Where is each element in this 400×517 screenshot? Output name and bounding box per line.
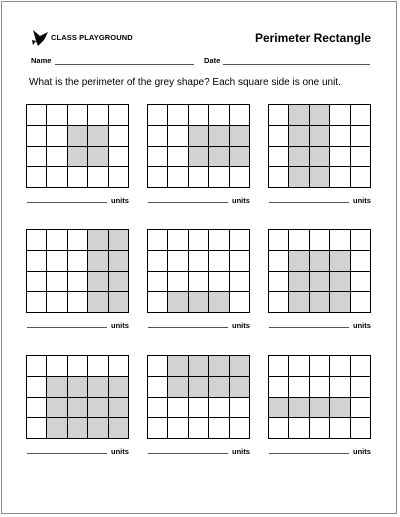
grid-cell-shaded — [87, 250, 108, 272]
grid-cell-shaded — [229, 125, 250, 147]
class-playground-logo-icon — [31, 29, 49, 47]
grid-cell — [309, 376, 330, 398]
grid-cell — [87, 104, 108, 126]
grid-cell — [67, 291, 88, 313]
shape-grid-4 — [26, 229, 128, 312]
grid-cell-shaded — [87, 271, 108, 293]
grid-cell — [26, 104, 47, 126]
grid-cell — [268, 355, 289, 377]
grid-cell-shaded — [108, 417, 129, 439]
grid-cell — [67, 355, 88, 377]
grid-cell — [26, 376, 47, 398]
shape-grid-5 — [147, 229, 249, 312]
grid-cell-shaded — [229, 355, 250, 377]
grid-cell — [26, 271, 47, 293]
grid-cell — [229, 229, 250, 251]
page-title: Perimeter Rectangle — [254, 31, 371, 45]
grid-cell — [67, 250, 88, 272]
grid-cell-shaded — [309, 104, 330, 126]
grid-cell-shaded — [208, 376, 229, 398]
grid-cell — [26, 146, 47, 168]
grid-cell — [350, 376, 371, 398]
grid-cell-shaded — [288, 104, 309, 126]
grid-cell — [147, 146, 168, 168]
grid-cell — [288, 355, 309, 377]
grid-cell — [350, 417, 371, 439]
grid-cell — [147, 376, 168, 398]
answer-field-4[interactable] — [27, 327, 107, 328]
grid-cell — [208, 229, 229, 251]
grid-cell-shaded — [288, 250, 309, 272]
grid-cell — [26, 166, 47, 188]
shape-grid-9 — [268, 355, 370, 438]
date-field[interactable] — [223, 64, 370, 65]
grid-cell — [167, 166, 188, 188]
grid-cell — [147, 397, 168, 419]
grid-cell — [208, 166, 229, 188]
grid-cell-shaded — [188, 376, 209, 398]
grid-cell — [188, 250, 209, 272]
grid-cell-shaded — [108, 397, 129, 419]
grid-cell — [46, 250, 67, 272]
grid-cell — [350, 397, 371, 419]
grid-cell — [67, 229, 88, 251]
grid-cell — [108, 125, 129, 147]
grid-cell-shaded — [87, 417, 108, 439]
grid-cell — [167, 125, 188, 147]
grid-cell-shaded — [67, 397, 88, 419]
shape-grid-8 — [147, 355, 249, 438]
grid-cell — [147, 166, 168, 188]
grid-cell — [229, 417, 250, 439]
shape-grid-3 — [268, 104, 370, 187]
shape-grid-2 — [147, 104, 249, 187]
grid-cell-shaded — [288, 397, 309, 419]
grid-cell — [350, 250, 371, 272]
grid-cell-shaded — [108, 291, 129, 313]
grid-cell — [208, 397, 229, 419]
grid-cell — [147, 229, 168, 251]
grid-cell — [188, 166, 209, 188]
grid-cell-shaded — [329, 291, 350, 313]
grid-cell — [268, 417, 289, 439]
grid-cell — [329, 417, 350, 439]
grid-cell — [46, 146, 67, 168]
grid-cell — [268, 271, 289, 293]
grid-cell — [350, 355, 371, 377]
units-label: units — [353, 321, 371, 330]
grid-cell-shaded — [87, 397, 108, 419]
grid-cell — [329, 125, 350, 147]
shape-grid-6 — [268, 229, 370, 312]
grid-cell — [208, 250, 229, 272]
units-label: units — [111, 447, 129, 456]
grid-cell — [167, 146, 188, 168]
grid-cell-shaded — [167, 376, 188, 398]
grid-cell — [188, 271, 209, 293]
grid-cell — [147, 104, 168, 126]
grid-cell-shaded — [87, 229, 108, 251]
grid-cell — [167, 271, 188, 293]
grid-cell-shaded — [67, 417, 88, 439]
grid-cell — [167, 104, 188, 126]
units-label: units — [353, 447, 371, 456]
grid-cell — [26, 291, 47, 313]
grid-cell — [46, 104, 67, 126]
grid-cell — [268, 104, 289, 126]
grid-cell — [350, 166, 371, 188]
grid-cell-shaded — [309, 166, 330, 188]
grid-cell — [147, 250, 168, 272]
grid-cell-shaded — [108, 376, 129, 398]
grid-cell — [229, 291, 250, 313]
grid-cell-shaded — [67, 376, 88, 398]
grid-cell — [167, 397, 188, 419]
grid-cell-shaded — [288, 166, 309, 188]
grid-cell — [329, 376, 350, 398]
grid-cell-shaded — [309, 271, 330, 293]
grid-cell — [268, 166, 289, 188]
grid-cell-shaded — [46, 397, 67, 419]
grid-cell — [309, 229, 330, 251]
grid-cell — [108, 355, 129, 377]
grid-cell-shaded — [167, 291, 188, 313]
grid-cell — [268, 250, 289, 272]
grid-cell — [350, 146, 371, 168]
grid-cell — [268, 125, 289, 147]
grid-cell-shaded — [167, 355, 188, 377]
answer-field-9[interactable] — [269, 453, 349, 454]
grid-cell — [350, 291, 371, 313]
grid-cell — [108, 166, 129, 188]
grid-cell-shaded — [87, 376, 108, 398]
grid-cell — [46, 125, 67, 147]
grid-cell — [329, 229, 350, 251]
grid-cell — [167, 417, 188, 439]
grid-cell — [268, 146, 289, 168]
shape-grid-1 — [26, 104, 128, 187]
grid-cell — [309, 417, 330, 439]
grid-cell-shaded — [309, 291, 330, 313]
grid-cell — [188, 397, 209, 419]
grid-cell — [108, 146, 129, 168]
grid-cell-shaded — [87, 146, 108, 168]
grid-cell — [188, 417, 209, 439]
answer-field-3[interactable] — [269, 202, 349, 203]
answer-field-2[interactable] — [148, 202, 228, 203]
grid-cell-shaded — [229, 376, 250, 398]
units-label: units — [232, 321, 250, 330]
grid-cell — [67, 271, 88, 293]
units-label: units — [232, 447, 250, 456]
grid-cell-shaded — [268, 397, 289, 419]
grid-cell — [229, 397, 250, 419]
grid-cell-shaded — [309, 146, 330, 168]
grid-cell — [229, 166, 250, 188]
answer-field-7[interactable] — [27, 453, 107, 454]
grid-cell — [26, 125, 47, 147]
grid-cell-shaded — [329, 250, 350, 272]
units-label: units — [232, 196, 250, 205]
grid-cell-shaded — [208, 355, 229, 377]
grid-cell — [350, 229, 371, 251]
logo-text: CLASS PLAYGROUND — [51, 33, 133, 42]
grid-cell — [208, 271, 229, 293]
grid-cell — [26, 250, 47, 272]
grid-cell-shaded — [329, 271, 350, 293]
grid-cell-shaded — [188, 146, 209, 168]
grid-cell — [329, 146, 350, 168]
grid-cell — [309, 355, 330, 377]
grid-cell-shaded — [288, 146, 309, 168]
units-label: units — [353, 196, 371, 205]
units-label: units — [111, 196, 129, 205]
grid-cell-shaded — [329, 397, 350, 419]
grid-cell — [329, 355, 350, 377]
grid-cell — [26, 397, 47, 419]
grid-cell — [350, 104, 371, 126]
grid-cell-shaded — [87, 125, 108, 147]
grid-cell — [26, 417, 47, 439]
answer-field-1[interactable] — [27, 202, 107, 203]
grid-cell — [87, 355, 108, 377]
grid-cell — [188, 229, 209, 251]
date-label: Date — [204, 56, 221, 65]
grid-cell — [147, 355, 168, 377]
grid-cell — [147, 271, 168, 293]
answer-field-5[interactable] — [148, 327, 228, 328]
grid-cell — [268, 229, 289, 251]
grid-cell — [87, 166, 108, 188]
grid-cell — [67, 104, 88, 126]
grid-cell — [268, 291, 289, 313]
grid-cell — [46, 291, 67, 313]
name-label: Name — [31, 56, 52, 65]
grid-cell — [229, 104, 250, 126]
grid-cell — [67, 166, 88, 188]
grid-cell-shaded — [309, 397, 330, 419]
shape-grid-7 — [26, 355, 128, 438]
question-text: What is the perimeter of the grey shape? Each square side is one unit. — [29, 77, 341, 88]
grid-cell-shaded — [188, 355, 209, 377]
grid-cell-shaded — [108, 250, 129, 272]
name-field[interactable] — [55, 64, 194, 65]
grid-cell — [46, 166, 67, 188]
grid-cell-shaded — [108, 229, 129, 251]
grid-cell — [268, 376, 289, 398]
grid-cell — [208, 104, 229, 126]
grid-cell-shaded — [67, 146, 88, 168]
grid-cell — [167, 229, 188, 251]
grid-cell-shaded — [229, 146, 250, 168]
grid-cell — [350, 125, 371, 147]
grid-cell — [350, 271, 371, 293]
grid-cell — [147, 417, 168, 439]
grid-cell — [147, 125, 168, 147]
grid-cell — [46, 271, 67, 293]
grid-cell — [167, 250, 188, 272]
grid-cell-shaded — [67, 125, 88, 147]
grid-cell — [288, 376, 309, 398]
answer-field-6[interactable] — [269, 327, 349, 328]
grid-cell-shaded — [108, 271, 129, 293]
grid-cell — [329, 104, 350, 126]
grid-cell — [288, 417, 309, 439]
grid-cell-shaded — [288, 125, 309, 147]
grid-cell-shaded — [87, 291, 108, 313]
grid-cell-shaded — [208, 146, 229, 168]
grid-cell-shaded — [208, 291, 229, 313]
grid-cell — [188, 104, 209, 126]
grid-cell — [46, 229, 67, 251]
grid-cell — [229, 271, 250, 293]
grid-cell — [26, 229, 47, 251]
grid-cell — [26, 355, 47, 377]
grid-cell — [208, 417, 229, 439]
grid-cell-shaded — [309, 250, 330, 272]
grid-cell — [46, 355, 67, 377]
grid-cell-shaded — [309, 125, 330, 147]
grid-cell — [329, 166, 350, 188]
grid-cell-shaded — [46, 376, 67, 398]
grid-cell-shaded — [288, 271, 309, 293]
grid-cell-shaded — [188, 291, 209, 313]
grid-cell — [108, 104, 129, 126]
grid-cell — [229, 250, 250, 272]
grid-cell-shaded — [288, 291, 309, 313]
grid-cell — [288, 229, 309, 251]
units-label: units — [111, 321, 129, 330]
grid-cell — [147, 291, 168, 313]
grid-cell-shaded — [46, 417, 67, 439]
grid-cell-shaded — [208, 125, 229, 147]
answer-field-8[interactable] — [148, 453, 228, 454]
grid-cell-shaded — [188, 125, 209, 147]
